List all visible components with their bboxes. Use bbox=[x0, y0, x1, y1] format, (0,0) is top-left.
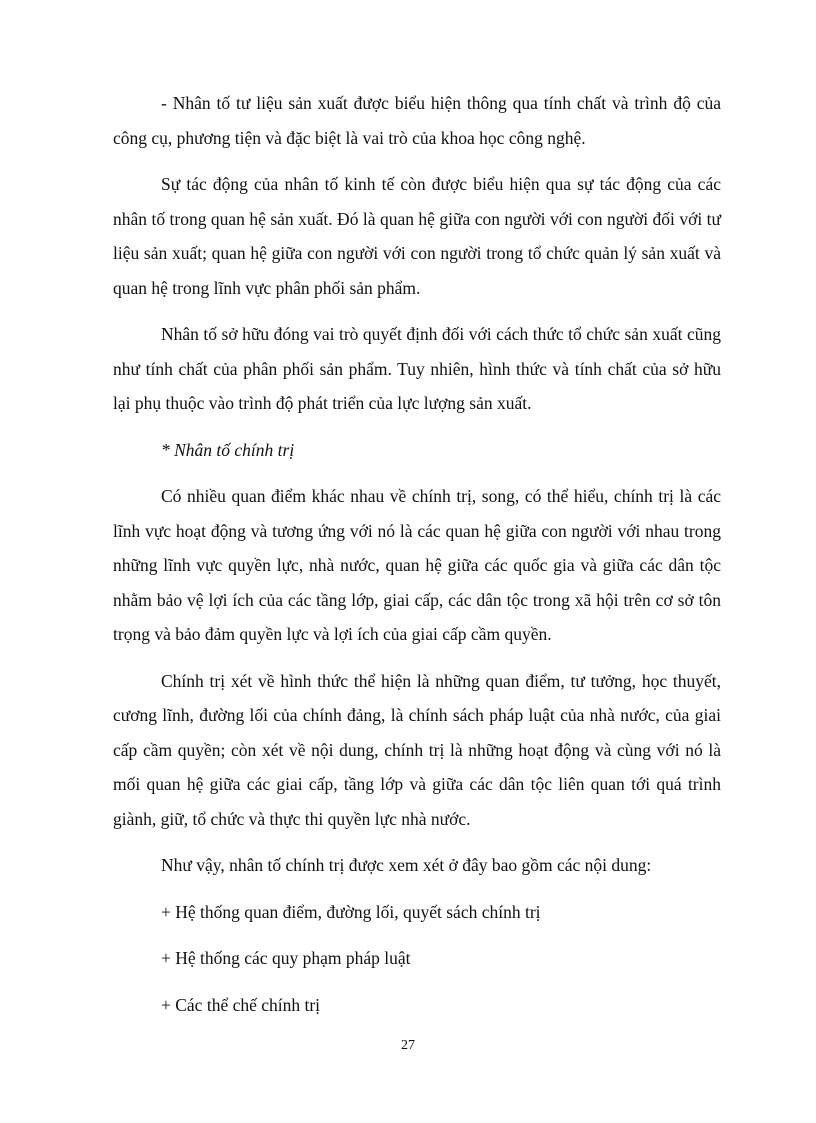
paragraph-relations-of-production: Sự tác động của nhân tố kinh tế còn được biểu hiện qua sự tác động của các nhân tố trong quan hệ sản xuất. Đó là quan hệ giữa con người với con người đối với tư liệu sản xuất; quan hệ giữa con người với con người trong tổ chức quản lý sản xuất và quan hệ trong lĩnh vực phân phối sản phẩm. bbox=[113, 174, 721, 298]
list-item-political-institutions: + Các thể chế chính trị bbox=[161, 994, 321, 1015]
list-item-political-views: + Hệ thống quan điểm, đường lối, quyết sách chính trị bbox=[161, 901, 541, 922]
list-item-legal-norms: + Hệ thống các quy phạm pháp luật bbox=[161, 948, 411, 968]
paragraph-means-of-production: - Nhân tố tư liệu sản xuất được biểu hiện thông qua tính chất và trình độ của công cụ, phương tiện và đặc biệt là vai trò của khoa học công nghệ. bbox=[113, 93, 721, 148]
paragraph-political-form-content: Chính trị xét về hình thức thể hiện là những quan điểm, tư tưởng, học thuyết, cương lĩnh, đường lối của chính đảng, là chính sách pháp luật của nhà nước, của giai cấp cầm quyền; còn xét về nội dung, chính trị là những hoạt động và cùng với nó là mối quan hệ giữa các giai cấp, tầng lớp và giữa các dân tộc liên quan tới quá trình giành, giữ, tổ chức và thực thi quyền lực nhà nước. bbox=[113, 670, 721, 829]
page-body bbox=[113, 86, 721, 1034]
section-heading-political-factor: * Nhân tố chính trị bbox=[161, 439, 295, 460]
page-number: 27 bbox=[401, 1038, 415, 1053]
paragraph-ownership-factor: Nhân tố sở hữu đóng vai trò quyết định đối với cách thức tổ chức sản xuất cũng như tính chất của phân phối sản phẩm. Tuy nhiên, hình thức và tính chất của sở hữu lại phụ thuộc vào trình độ phát triển của lực lượng sản xuất. bbox=[113, 324, 721, 413]
paragraph-political-contents-intro: Như vậy, nhân tố chính trị được xem xét ở đây bao gồm các nội dung: bbox=[161, 855, 652, 875]
paragraph-political-definition: Có nhiều quan điểm khác nhau về chính trị, song, có thể hiểu, chính trị là các lĩnh vực hoạt động và tương ứng với nó là các quan hệ giữa con người với nhau trong những lĩnh vực quyền lực, nhà nước, quan hệ giữa các quốc gia và giữa các dân tộc nhằm bảo vệ lợi ích của các tầng lớp, giai cấp, các dân tộc trong xã hội trên cơ sở tôn trọng và bảo đảm quyền lực và lợi ích của giai cấp cầm quyền. bbox=[113, 486, 721, 644]
